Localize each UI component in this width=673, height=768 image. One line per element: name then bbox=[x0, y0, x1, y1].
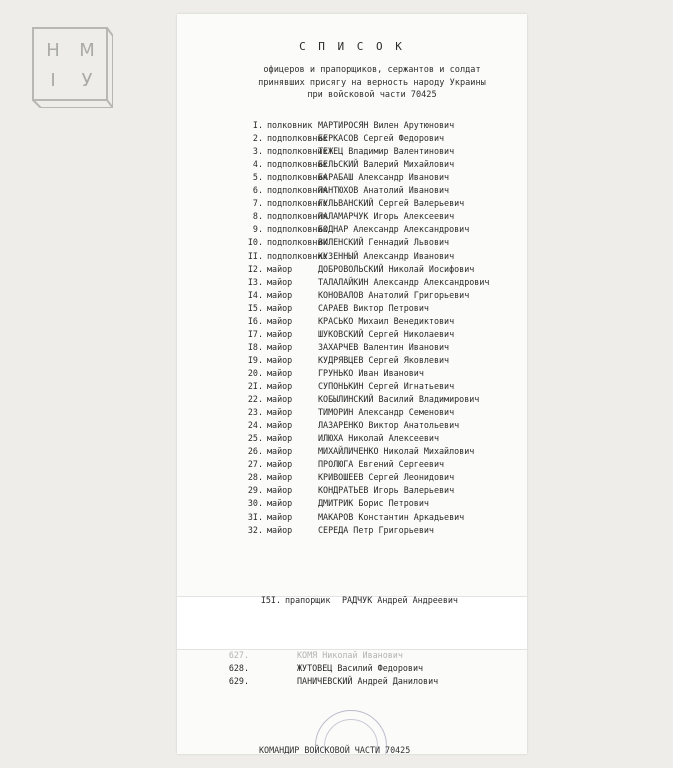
logo-letter: І bbox=[50, 70, 56, 91]
entry-rank: подполковник bbox=[267, 224, 328, 235]
entry-number: 32. bbox=[247, 524, 263, 535]
entry-rank: майор bbox=[267, 328, 293, 339]
entry-rank: подполковник bbox=[267, 133, 328, 144]
entry-name: ТАЛАЛАЙКИН Александр Александрович bbox=[318, 276, 490, 287]
entry-name: ДОБРОВОЛЬСКИЙ Николай Иосифович bbox=[318, 263, 475, 274]
entry-rank: майор bbox=[267, 459, 293, 470]
entry-rank: майор bbox=[267, 276, 293, 287]
entry-number: 30. bbox=[247, 498, 263, 509]
entry-number: 5. bbox=[252, 172, 263, 183]
entry-name: ЖУТОВЕЦ Василий Федорович bbox=[297, 663, 424, 673]
entry-rank: майор bbox=[267, 367, 293, 378]
entry-number: 22. bbox=[247, 394, 263, 405]
entry-name: САРАЕВ Виктор Петрович bbox=[318, 302, 429, 313]
entry-name: МАКАРОВ Константин Аркадьевич bbox=[318, 511, 465, 522]
entry-name: СУПОНЬКИН Сергей Игнатьевич bbox=[318, 381, 455, 391]
entry-name: ТИМОРИН Александр Семенович bbox=[318, 407, 455, 418]
entry-number: 629. bbox=[228, 676, 249, 686]
entry-name: КРИВОШЕЕВ Сергей Леонидович bbox=[318, 472, 455, 483]
entry-number: 29. bbox=[247, 485, 263, 496]
document-subtitle bbox=[227, 64, 517, 102]
entry-number: II. bbox=[247, 250, 263, 261]
entry-number: I. bbox=[252, 120, 263, 130]
entry-number: 25. bbox=[247, 433, 263, 444]
entry-rank: полковник bbox=[267, 120, 313, 130]
entry-rank: майор bbox=[267, 263, 293, 274]
entry-number: 7. bbox=[252, 198, 263, 209]
entry-number: 2. bbox=[252, 133, 263, 144]
entry-rank: майор bbox=[267, 289, 293, 300]
entry-name: ПРОЛЮГА Евгений Сергеевич bbox=[318, 459, 445, 470]
entry-name: ПАЛАМАРЧУК Игорь Алексеевич bbox=[318, 211, 455, 222]
entry-number: I8. bbox=[247, 341, 263, 352]
entry-name: БАРАБАШ Александр Иванович bbox=[318, 172, 450, 183]
entry-rank: майор bbox=[267, 498, 293, 509]
entry-number: I4. bbox=[247, 289, 263, 300]
entry-number: I6. bbox=[247, 315, 263, 326]
entry-rank: майор bbox=[267, 446, 293, 457]
entry-number: 24. bbox=[247, 420, 263, 431]
document-footer: КОМАНДИР ВОЙСКОВОЙ ЧАСТИ 70425 bbox=[259, 745, 411, 754]
subtitle-line: офицеров и прапорщиков, сержантов и солдат bbox=[263, 65, 481, 75]
entry-rank: прапорщик bbox=[285, 595, 331, 605]
entry-name: ПАНТЮХОВ Анатолий Иванович bbox=[318, 185, 450, 196]
entry-name: КОБЫЛИНСКИЙ Василий Владимирович bbox=[318, 394, 480, 405]
entry-rank: майор bbox=[267, 381, 293, 391]
entry-number: I5I. bbox=[260, 595, 281, 605]
entry-number: I5. bbox=[247, 302, 263, 313]
entry-name: КОНДРАТЬЕВ Игорь Валерьевич bbox=[318, 485, 455, 496]
entry-number: 23. bbox=[247, 407, 263, 418]
entry-name: КОНОВАЛОВ Анатолий Григорьевич bbox=[318, 289, 470, 300]
entry-number: 8. bbox=[252, 211, 263, 222]
entry-name: БОДНАР Александр Александрович bbox=[318, 224, 470, 235]
entry-name: КРАСЬКО Михаил Венедиктович bbox=[318, 315, 455, 326]
entry-name: МИХАЙЛИЧЕНКО Николай Михайлович bbox=[318, 446, 475, 457]
entry-name: ДМИТРИК Борис Петрович bbox=[318, 498, 429, 509]
entry-rank: майор bbox=[267, 302, 293, 313]
entry-number: 2I. bbox=[247, 381, 263, 391]
entry-name: КУДРЯВЦЕВ Сергей Яковлевич bbox=[318, 354, 450, 365]
entry-rank: подполковник bbox=[267, 172, 328, 183]
document-title: С П И С О К bbox=[299, 40, 405, 53]
document-page bbox=[177, 14, 527, 754]
entry-number: 28. bbox=[247, 472, 263, 483]
entry-rank: подполковник bbox=[267, 211, 328, 222]
entry-rank: подполковник bbox=[267, 159, 328, 170]
entry-name: ШУКОВСКИЙ Сергей Николаевич bbox=[318, 328, 455, 339]
entry-rank: подполковник bbox=[267, 250, 328, 261]
entry-name: ЛАЗАРЕНКО Виктор Анатольевич bbox=[318, 420, 460, 431]
entry-rank: майор bbox=[267, 511, 293, 522]
entry-name: ИЛЮХА Николай Алексеевич bbox=[318, 433, 440, 444]
entry-number: I7. bbox=[247, 328, 263, 339]
entry-name: РАДЧУК Андрей Андреевич bbox=[342, 595, 458, 605]
entry-rank: майор bbox=[267, 485, 293, 496]
entry-number: 627. bbox=[228, 650, 249, 660]
entry-number: 3. bbox=[252, 146, 263, 157]
entry-rank: майор bbox=[267, 315, 293, 326]
entry-name: КУЗЕННЫЙ Александр Иванович bbox=[318, 250, 455, 261]
entry-name: ГУЛЬВАНСКИЙ Сергей Валерьевич bbox=[318, 198, 465, 209]
entry-rank: майор bbox=[267, 420, 293, 431]
entry-number: I2. bbox=[247, 263, 263, 274]
entry-number: 9. bbox=[252, 224, 263, 235]
museum-logo bbox=[29, 24, 113, 108]
entry-number: 26. bbox=[247, 446, 263, 457]
entry-number: I9. bbox=[247, 354, 263, 365]
entry-rank: майор bbox=[267, 394, 293, 405]
entry-number: 20. bbox=[247, 367, 263, 378]
entry-rank: подполковник bbox=[267, 237, 328, 248]
entry-name: БЕРКАСОВ Сергей Федорович bbox=[318, 133, 445, 144]
entry-rank: подполковник bbox=[267, 146, 328, 157]
entry-name: ПАНИЧЕВСКИЙ Андрей Данилович bbox=[297, 676, 439, 686]
subtitle-line: принявших присягу на верность народу Украины bbox=[258, 77, 486, 88]
entry-number: I3. bbox=[247, 276, 263, 287]
entry-rank: подполковник bbox=[267, 198, 328, 209]
entry-number: I0. bbox=[247, 237, 263, 248]
entry-name: СЕРЕДА Петр Григорьевич bbox=[318, 524, 434, 535]
entry-number: 628. bbox=[228, 663, 249, 673]
logo-letter: У bbox=[81, 70, 93, 91]
entry-rank: подполковник bbox=[267, 185, 328, 196]
logo-cube-icon bbox=[29, 24, 113, 108]
entry-rank: майор bbox=[267, 354, 293, 365]
entry-number: 3I. bbox=[247, 511, 263, 522]
entry-number: 4. bbox=[252, 159, 263, 170]
entry-name: ВИЛЕНСКИЙ Геннадий Львович bbox=[318, 237, 450, 248]
entry-rank: майор bbox=[267, 407, 293, 418]
entry-number: 6. bbox=[252, 185, 263, 196]
logo-letter: М bbox=[79, 40, 95, 61]
entry-number: 27. bbox=[247, 459, 263, 470]
entry-name: ТЕЖЕЦ Владимир Валентинович bbox=[318, 146, 455, 157]
entry-name: ГРУНЬКО Иван Иванович bbox=[318, 367, 424, 378]
entry-name: МАРТИРОСЯН Вилен Арутюнович bbox=[318, 120, 455, 130]
entry-rank: майор bbox=[267, 524, 293, 535]
logo-letter: Н bbox=[46, 40, 60, 61]
entry-name: ЗАХАРЧЕВ Валентин Иванович bbox=[318, 341, 450, 352]
entry-name: КОМЯ Николай Иванович bbox=[297, 650, 403, 660]
entry-name: БЕЛЬСКИЙ Валерий Михайлович bbox=[318, 159, 455, 170]
subtitle-line: при войсковой части 70425 bbox=[307, 90, 437, 100]
entry-rank: майор bbox=[267, 433, 293, 444]
entry-rank: майор bbox=[267, 341, 293, 352]
entry-rank: майор bbox=[267, 472, 293, 483]
